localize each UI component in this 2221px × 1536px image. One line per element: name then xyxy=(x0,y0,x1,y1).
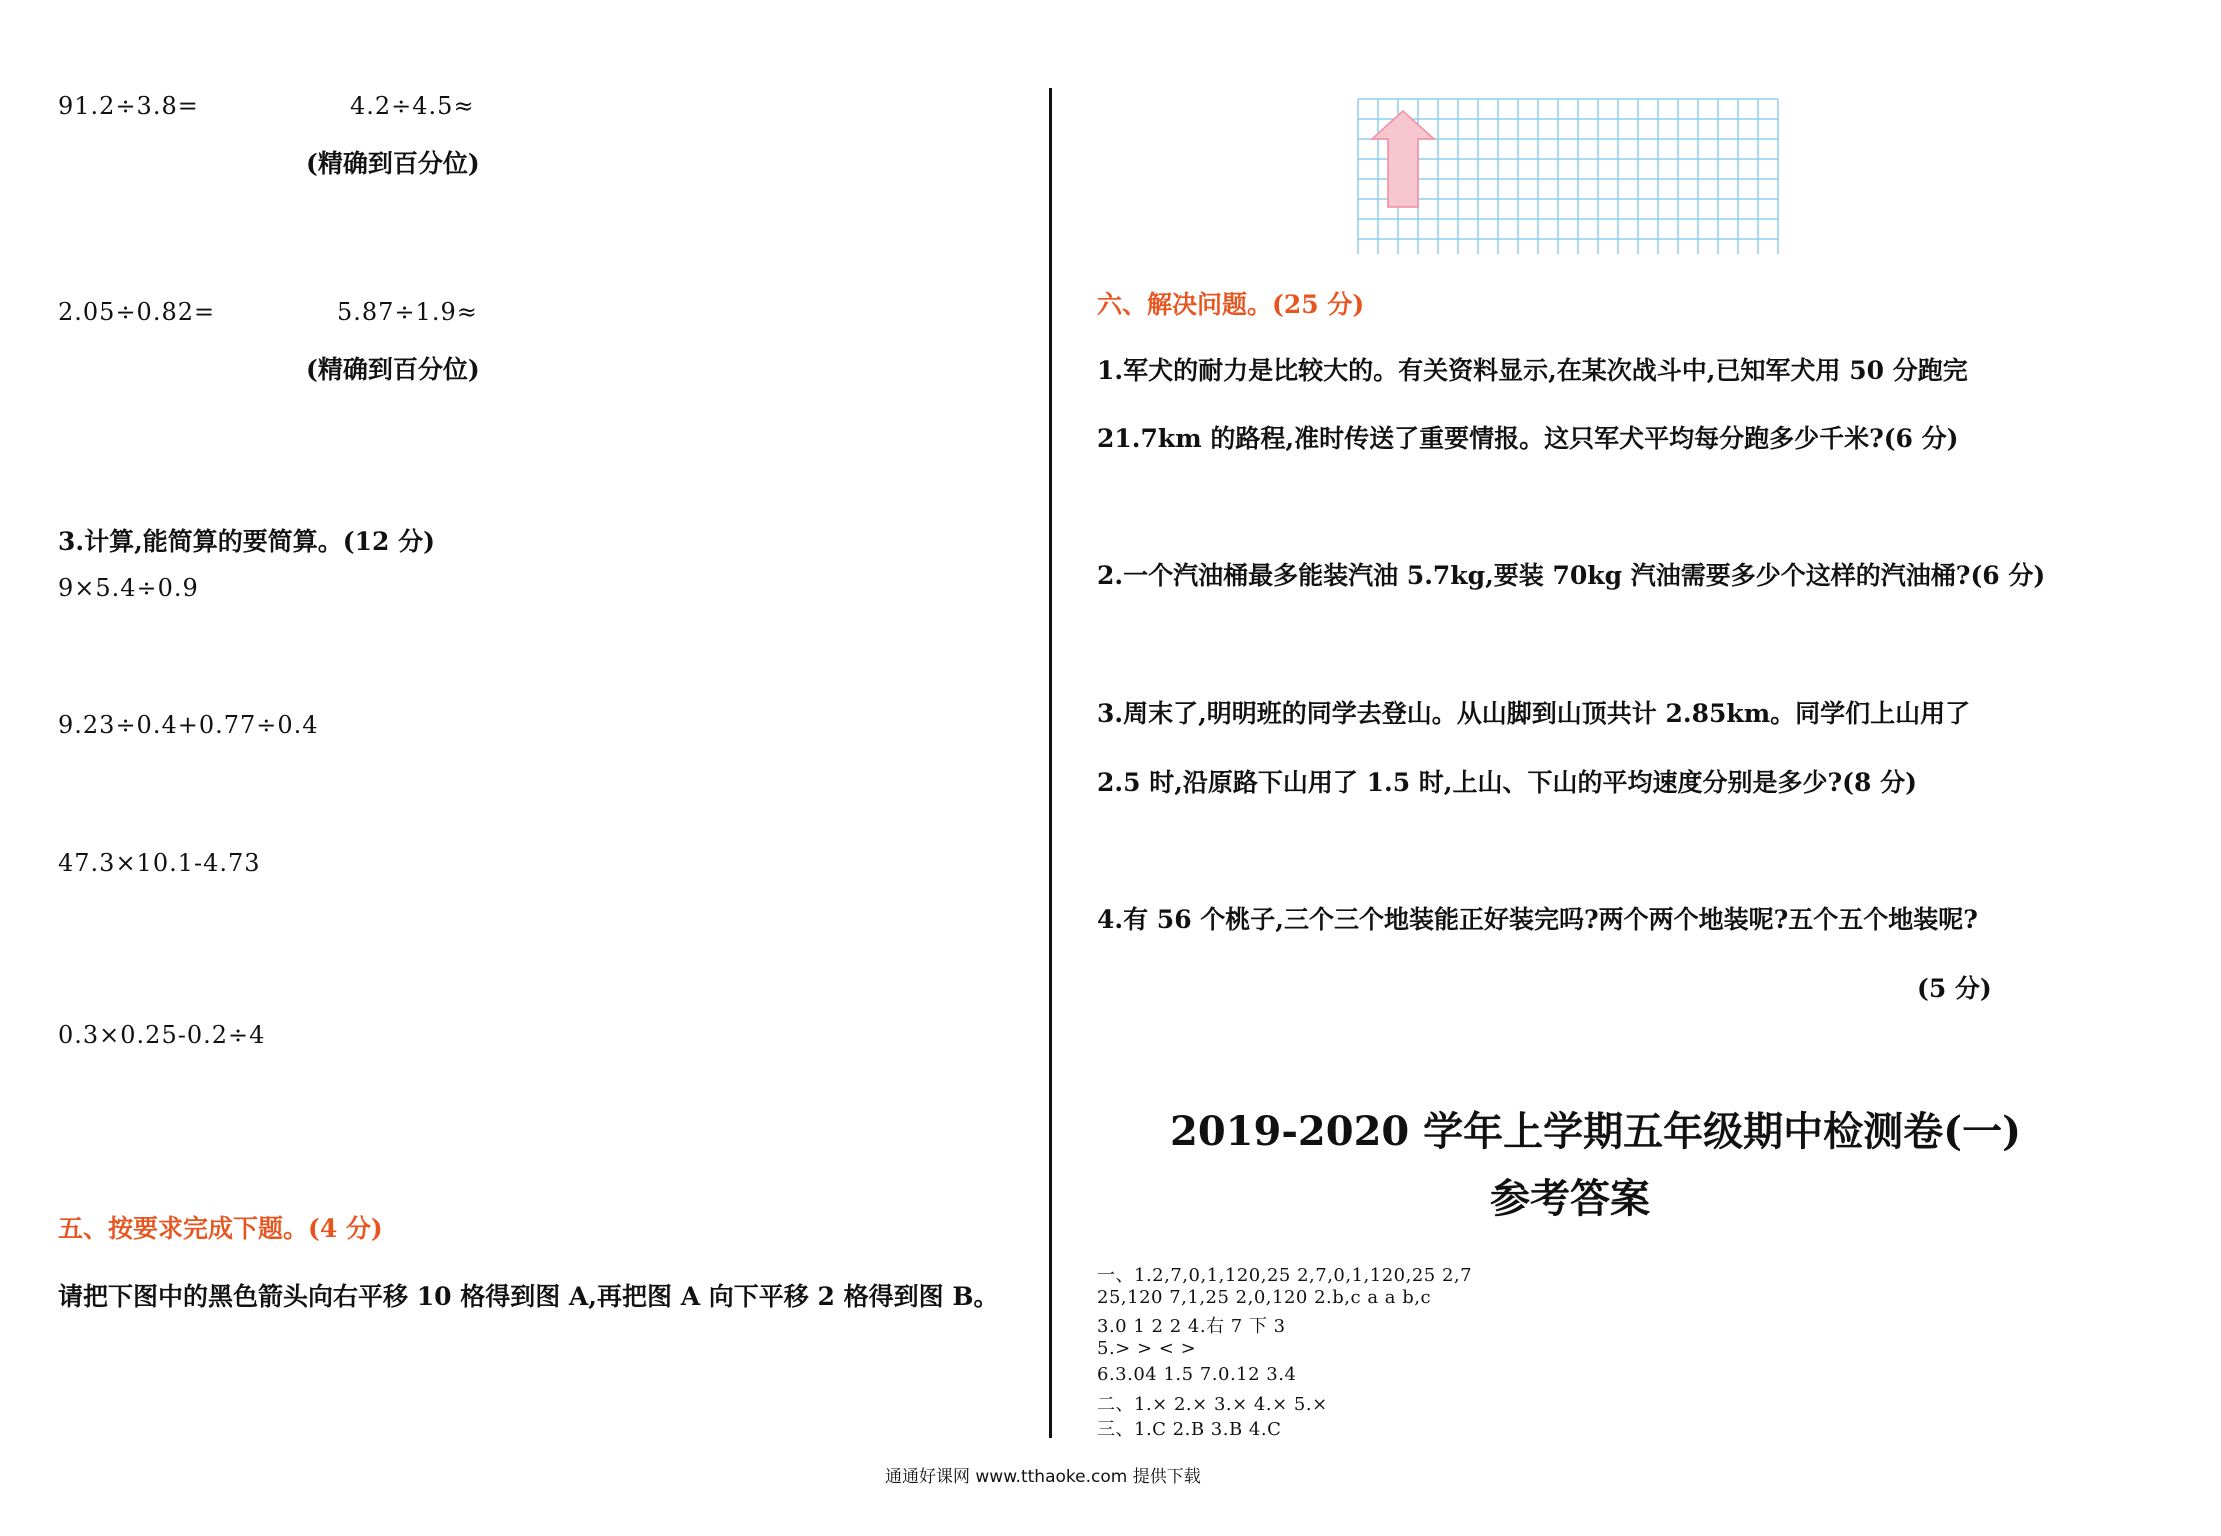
answer-line-1: 一、1.2,7,0,1,120,25 2,7,0,1,120,25 2,7 xyxy=(1097,1265,1473,1286)
answer-line-7: 三、1.C 2.B 3.B 4.C xyxy=(1097,1419,1282,1440)
q3-item-4: 0.3×0.25-0.2÷4 xyxy=(58,1021,266,1049)
calc-1b: 4.2÷4.5≈ xyxy=(350,92,475,120)
calc-1a: 91.2÷3.8= xyxy=(58,92,199,120)
answer-line-4: 5.> > < > xyxy=(1097,1338,1197,1359)
q4-text: 4.有 56 个桃子,三个三个地装能正好装完吗?两个两个地装呢?五个五个地装呢? xyxy=(1097,905,1978,934)
q4-score: (5 分) xyxy=(1917,974,1992,1003)
q1-line-2: 21.7km 的路程,准时传送了重要情报。这只军犬平均每分跑多少千米?(6 分) xyxy=(1097,424,1959,453)
answer-line-6: 二、1.× 2.× 3.× 4.× 5.× xyxy=(1097,1394,1328,1415)
q3-line-1: 3.周末了,明明班的同学去登山。从山脚到山顶共计 2.85km。同学们上山用了 xyxy=(1097,699,1971,728)
section-5-title: 五、按要求完成下题。(4 分) xyxy=(58,1214,383,1243)
precision-note-1: (精确到百分位) xyxy=(306,149,480,178)
translation-grid xyxy=(1355,96,1781,254)
q3-title: 3.计算,能简算的要简算。(12 分) xyxy=(58,527,435,556)
column-divider xyxy=(1049,88,1052,1438)
answer-title: 2019-2020 学年上学期五年级期中检测卷(一) xyxy=(1170,1108,2022,1155)
footer-text: 通通好课网 www.tthaoke.com 提供下载 xyxy=(885,1467,1201,1487)
answer-line-2: 25,120 7,1,25 2,0,120 2.b,c a a b,c xyxy=(1097,1287,1432,1308)
precision-note-2: (精确到百分位) xyxy=(306,355,480,384)
q3-item-2: 9.23÷0.4+0.77÷0.4 xyxy=(58,711,319,739)
q3-line-2: 2.5 时,沿原路下山用了 1.5 时,上山、下山的平均速度分别是多少?(8 分) xyxy=(1097,768,1917,797)
q1-line-1: 1.军犬的耐力是比较大的。有关资料显示,在某次战斗中,已知军犬用 50 分跑完 xyxy=(1097,356,1968,385)
q2-text: 2.一个汽油桶最多能装汽油 5.7kg,要装 70kg 汽油需要多少个这样的汽油桶?(6 分) xyxy=(1097,561,2046,590)
answer-line-3: 3.0 1 2 2 4.右 7 下 3 xyxy=(1097,1316,1286,1337)
q3-item-3: 47.3×10.1-4.73 xyxy=(58,849,261,877)
answer-line-5: 6.3.04 1.5 7.0.12 3.4 xyxy=(1097,1364,1297,1385)
q3-item-1: 9×5.4÷0.9 xyxy=(58,574,199,602)
calc-2b: 5.87÷1.9≈ xyxy=(337,298,478,326)
section-6-title: 六、解决问题。(25 分) xyxy=(1097,290,1365,319)
calc-2a: 2.05÷0.82= xyxy=(58,298,216,326)
answer-subtitle: 参考答案 xyxy=(1490,1175,1650,1222)
section-5-text: 请把下图中的黑色箭头向右平移 10 格得到图 A,再把图 A 向下平移 2 格得到图 B。 xyxy=(58,1282,999,1311)
